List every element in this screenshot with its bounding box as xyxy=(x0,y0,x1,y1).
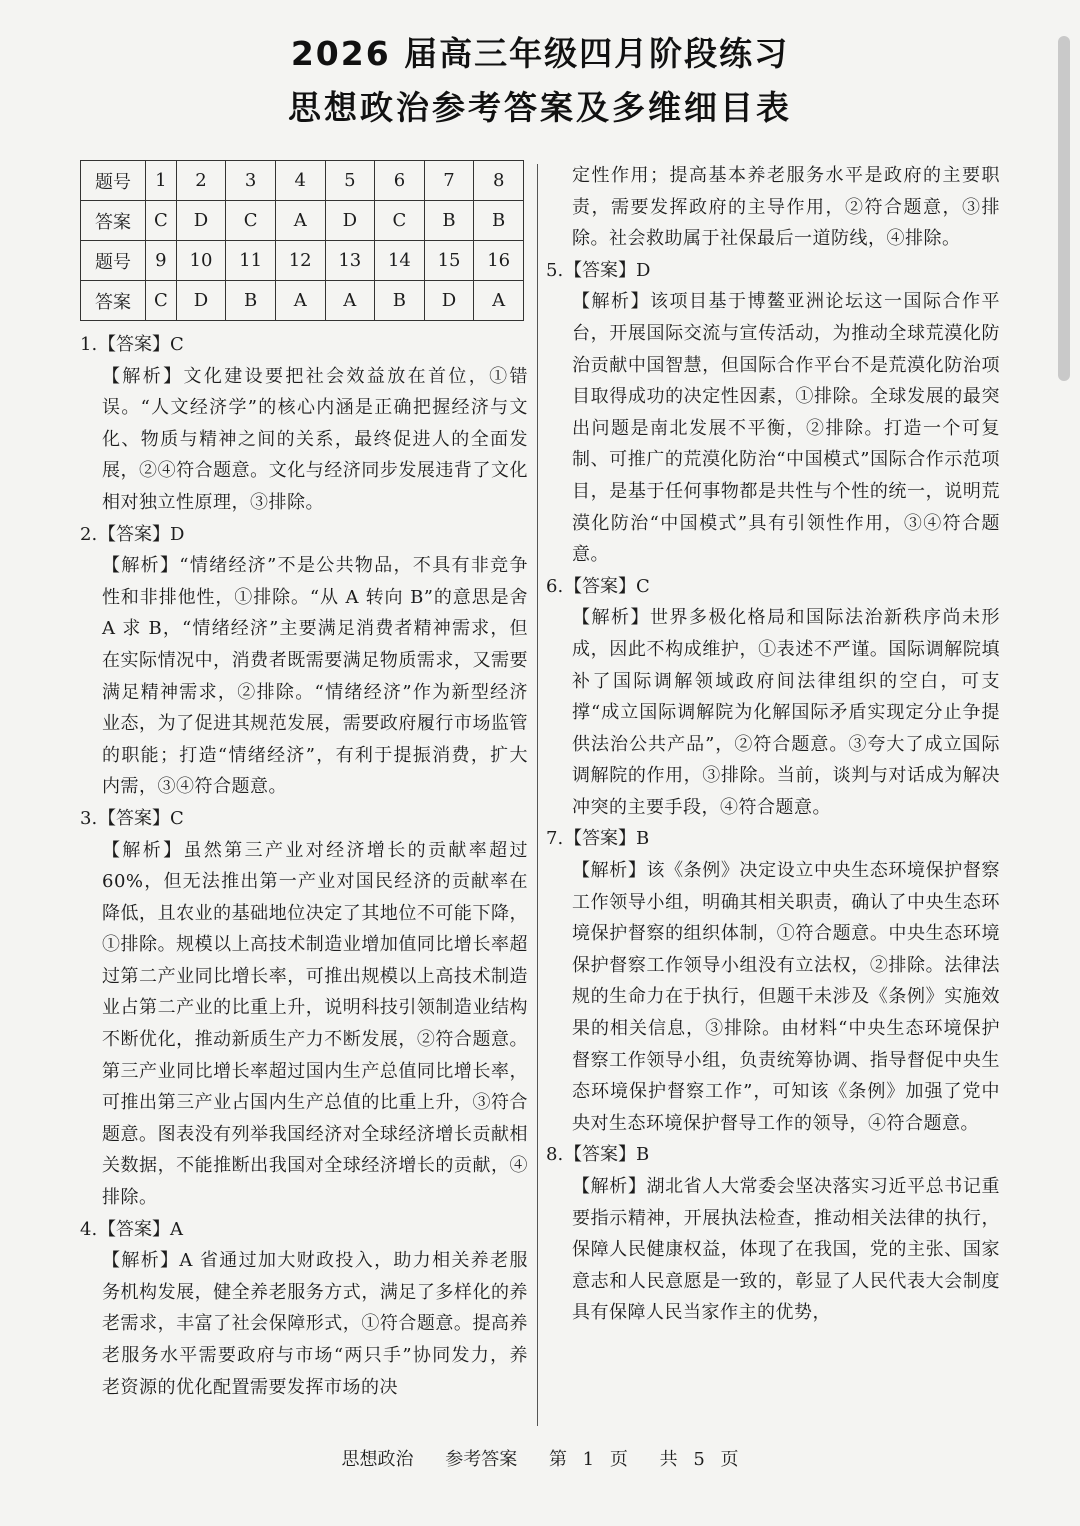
question-answer: 【答案】D xyxy=(564,259,651,281)
answer-table-row xyxy=(81,201,524,241)
answer-table-header-cell: 答案 xyxy=(81,201,146,241)
question-header xyxy=(80,1214,528,1246)
question-header xyxy=(80,329,528,361)
question-answer: 【答案】A xyxy=(98,1218,183,1240)
answer-table-cell: D xyxy=(176,281,226,321)
answer-table-header-cell: 答案 xyxy=(81,281,146,321)
question-analysis: 【解析】世界多极化格局和国际法治新秩序尚未形成，因此不构成维护，①表述不严谨。国际调解院填补了国际调解领域政府间法律组织的空白，可支撑“成立国际调解院为化解国际矛盾实现定分止争提供法治公共产品”，②符合题意。③夸大了成立国际调解院的作用，③排除。当前，谈判与对话成为解决冲突的主要手段，④符合题意。 xyxy=(572,607,1000,818)
answer-table-cell: 5 xyxy=(325,161,375,201)
left-answer-list xyxy=(80,329,528,1403)
answer-table-cell: 13 xyxy=(325,241,375,281)
question-analysis: 【解析】湖北省人大常委会坚决落实习近平总书记重要指示精神，开展执法检查，推动相关法律的执行，保障人民健康权益，体现了在我国，党的主张、国家意志和人民意愿是一致的，彰显了人民代表大会制度具有保障人民当家作主的优势， xyxy=(572,1176,1000,1324)
answer-table-cell: 3 xyxy=(226,161,276,201)
answer-table-cell: A xyxy=(474,281,524,321)
answer-table-cell: 12 xyxy=(275,241,325,281)
answer-table-cell: 7 xyxy=(424,161,474,201)
question-number: 1. xyxy=(80,334,98,355)
question-analysis: 【解析】A 省通过加大财政投入，助力相关养老服务机构发展，健全养老服务方式，满足了多样化的养老需求，丰富了社会保障形式，①符合题意。提高养老服务水平需要政府与市场“两只手”协同发力，养老资源的优化配置需要发挥市场的决 xyxy=(102,1250,528,1398)
answer-table-header-cell: 题号 xyxy=(81,241,146,281)
answer-table-cell: C xyxy=(146,201,177,241)
question-item xyxy=(80,803,528,1214)
footer-subject: 思想政治 xyxy=(341,1449,414,1470)
answer-table-cell: 8 xyxy=(474,161,524,201)
answer-table-cell: A xyxy=(325,281,375,321)
question-header xyxy=(546,1139,1000,1171)
question-header xyxy=(80,519,528,551)
question-answer: 【答案】C xyxy=(98,807,184,829)
answer-table-cell: D xyxy=(176,201,226,241)
question-item xyxy=(546,160,1000,255)
answer-table-cell: 14 xyxy=(375,241,425,281)
question-analysis: 【解析】“情绪经济”不是公共物品，不具有非竞争性和非排他性，①排除。“从 A 转向 B”的意思是舍 A 求 B，“情绪经济”主要满足消费者精神需求，但在实际情况中，消费者既需要满足物质需求，又需要满足精神需求，②排除。“情绪经济”作为新型经济业态，为了促进其规范发展，需要政府履行市场监管的职能；打造“情绪经济”，有利于提振消费，扩大内需，③④符合题意。 xyxy=(102,555,528,798)
answer-table-cell: 11 xyxy=(226,241,276,281)
question-answer: 【答案】B xyxy=(564,828,650,850)
scrollbar[interactable] xyxy=(1058,36,1070,381)
answer-table-row xyxy=(81,241,524,281)
question-answer: 【答案】C xyxy=(564,575,650,597)
answer-table-cell: 1 xyxy=(146,161,177,201)
answer-table-cell: C xyxy=(226,201,276,241)
answer-table-cell: B xyxy=(474,201,524,241)
answer-table-cell: 16 xyxy=(474,241,524,281)
question-item xyxy=(546,1139,1000,1329)
right-answer-list xyxy=(546,160,1000,1329)
question-item xyxy=(546,255,1000,571)
answer-table-row xyxy=(81,161,524,201)
footer-total-pages: 共 5 页 xyxy=(659,1449,739,1470)
question-item xyxy=(546,823,1000,1139)
question-header xyxy=(546,571,1000,603)
question-header xyxy=(80,803,528,835)
question-number: 5. xyxy=(546,259,564,281)
answer-table xyxy=(80,160,524,321)
question-header xyxy=(546,823,1000,855)
answer-table-cell: 2 xyxy=(176,161,226,201)
answer-table-cell: 6 xyxy=(375,161,425,201)
answer-table-cell: A xyxy=(275,201,325,241)
question-number: 4. xyxy=(80,1218,98,1240)
answer-table-cell: 15 xyxy=(424,241,474,281)
right-column xyxy=(546,160,1000,1329)
question-analysis: 【解析】该项目基于博鳌亚洲论坛这一国际合作平台，开展国际交流与宣传活动，为推动全球荒漠化防治贡献中国智慧，但国际合作平台不是荒漠化防治项目取得成功的决定性因素，①排除。全球发展的最突出问题是南北发展不平衡，②排除。打造一个可复制、可推广的荒漠化防治“中国模式”国际合作示范项目，是基于任何事物都是共性与个性的统一，说明荒漠化防治“中国模式”具有引领性作用，③④符合题意。 xyxy=(572,291,1000,566)
document-subtitle: 思想政治参考答案及多维细目表 xyxy=(288,88,792,127)
document-title: 2026 届高三年级四月阶段练习 xyxy=(290,34,790,73)
answer-table-header-cell: 题号 xyxy=(81,161,146,201)
question-number: 7. xyxy=(546,828,564,850)
question-analysis: 定性作用；提高基本养老服务水平是政府的主要职责，需要发挥政府的主导作用，②符合题意，③排除。社会救助属于社保最后一道防线，④排除。 xyxy=(572,165,1000,250)
question-analysis: 【解析】虽然第三产业对经济增长的贡献率超过60%，但无法推出第一产业对国民经济的贡献率在降低，且农业的基础地位决定了其地位不可能下降，①排除。规模以上高技术制造业增加值同比增长率超过第二产业同比增长率，可推出规模以上高技术制造业占第二产业的比重上升，说明科技引领制造业结构不断优化，推动新质生产力不断发展，②符合题意。第三产业同比增长率超过国内生产总值同比增长率，可推出第三产业占国内生产总值的比重上升，③符合题意。图表没有列举我国经济对全球经济增长贡献相关数据，不能推断出我国对全球经济增长的贡献，④排除。 xyxy=(102,839,528,1209)
question-number: 2. xyxy=(80,523,98,545)
answer-table-cell: A xyxy=(275,281,325,321)
question-item xyxy=(80,1214,528,1404)
answer-table-cell: B xyxy=(375,281,425,321)
question-item xyxy=(80,329,528,519)
question-analysis: 【解析】该《条例》决定设立中央生态环境保护督察工作领导小组，明确其相关职责，确认了中央生态环境保护督察的组织体制，①符合题意。中央生态环境保护督察工作领导小组没有立法权，②排除。法律法规的生命力在于执行，但题干未涉及《条例》实施效果的相关信息，③排除。由材料“中央生态环境保护督察工作领导小组，负责统筹协调、指导督促中央生态环境保护督察工作”，可知该《条例》加强了党中央对生态环境保护督导工作的领导，④符合题意。 xyxy=(572,860,1000,1134)
question-item xyxy=(80,519,528,803)
answer-table-cell: 10 xyxy=(176,241,226,281)
question-analysis: 【解析】文化建设要把社会效益放在首位，①错误。“人文经济学”的核心内涵是正确把握经济与文化、物质与精神之间的关系，最终促进人的全面发展，②④符合题意。文化与经济同步发展违背了文化相对独立性原理，③排除。 xyxy=(102,365,528,513)
answer-table-cell: 9 xyxy=(146,241,177,281)
question-number: 6. xyxy=(546,575,564,597)
left-column xyxy=(80,160,528,1403)
question-answer: 【答案】C xyxy=(98,334,184,355)
answer-table-row xyxy=(81,281,524,321)
footer-page-number: 第 1 页 xyxy=(548,1449,628,1470)
question-header xyxy=(546,255,1000,287)
question-number: 8. xyxy=(546,1144,564,1166)
answer-table-cell: C xyxy=(375,201,425,241)
question-item xyxy=(546,571,1000,824)
question-answer: 【答案】D xyxy=(98,523,185,545)
question-answer: 【答案】B xyxy=(564,1144,650,1166)
column-divider xyxy=(537,164,538,1426)
footer-doc-type: 参考答案 xyxy=(445,1449,518,1470)
answer-table-cell: B xyxy=(424,201,474,241)
question-number: 3. xyxy=(80,807,98,829)
answer-table-cell: B xyxy=(226,281,276,321)
answer-table-cell: C xyxy=(146,281,177,321)
answer-table-cell: D xyxy=(424,281,474,321)
page-footer xyxy=(0,1445,1080,1471)
answer-table-cell: D xyxy=(325,201,375,241)
answer-table-cell: 4 xyxy=(275,161,325,201)
